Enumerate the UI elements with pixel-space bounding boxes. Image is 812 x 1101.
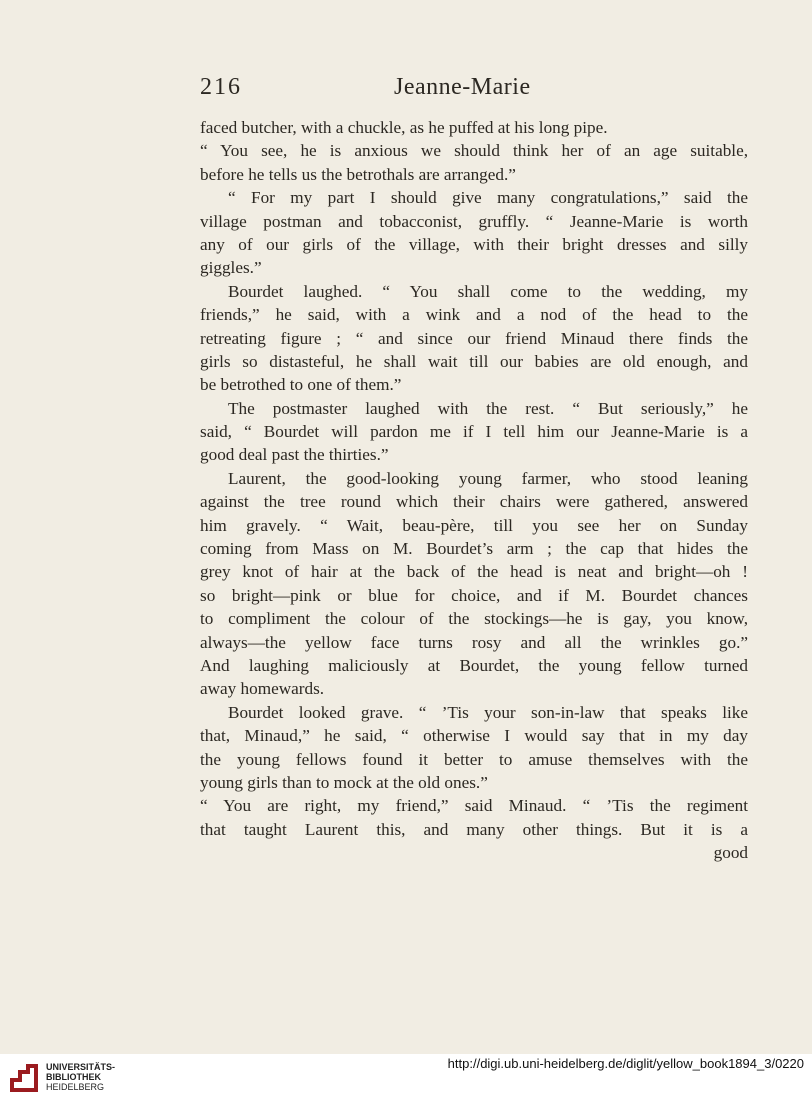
page-header <box>196 74 756 106</box>
text-line: so bright—pink or blue for choice, and if M. Bourdet chances <box>200 585 748 605</box>
text-line: away homewards. <box>200 679 325 699</box>
text-line: friends,” he said, with a wink and a nod of the head to the <box>200 305 748 325</box>
library-name-line: HEIDELBERG <box>46 1082 105 1092</box>
text-line: good deal past the thirties.” <box>200 445 389 465</box>
text-line: Bourdet laughed. “ You shall come to the wedding, my <box>228 281 748 301</box>
library-name <box>46 1062 115 1092</box>
text-line: faced butcher, with a chuckle, as he puffed at his long pipe. <box>200 118 608 137</box>
text-line: grey knot of hair at the back of the head is neat and bright—oh ! <box>200 562 748 582</box>
text-line: always—the yellow face turns rosy and all the wrinkles go.” <box>200 632 748 652</box>
library-name-line: BIBLIOTHEK <box>46 1072 101 1082</box>
text-line: the young fellows found it better to amuse themselves with the <box>200 749 748 769</box>
text-line: that, Minaud,” he said, “ otherwise I would say that in my day <box>200 726 748 746</box>
text-line: village postman and tobacconist, gruffly. “ Jeanne-Marie is worth <box>200 211 748 231</box>
text-line: The postmaster laughed with the rest. “ But seriously,” he <box>228 398 748 418</box>
text-line: said, “ Bourdet will pardon me if I tell him our Jeanne-Marie is a <box>200 422 748 442</box>
text-line: Laurent, the good-looking young farmer, who stood leaning <box>228 468 748 488</box>
text-line: him gravely. “ Wait, beau-père, till you see her on Sunday <box>200 515 748 535</box>
text-line: that taught Laurent this, and many other things. But it is a <box>200 819 748 839</box>
catchword: good <box>713 843 748 863</box>
running-title: Jeanne-Marie <box>394 74 531 100</box>
text-line: Bourdet looked grave. “ ’Tis your son-in-law that speaks like <box>228 702 748 722</box>
text-line: “ You see, he is anxious we should think her of an age suitable, <box>200 141 748 161</box>
text-line: retreating figure ; “ and since our friend Minaud there finds the <box>200 328 748 348</box>
text-line: young girls than to mock at the old ones.” <box>200 772 488 792</box>
text-line: And laughing maliciously at Bourdet, the young fellow turned <box>200 655 748 675</box>
text-line: against the tree round which their chairs were gathered, answered <box>200 492 748 512</box>
text-line: coming from Mass on M. Bourdet’s arm ; the cap that hides the <box>200 539 748 559</box>
text-line: be betrothed to one of them.” <box>200 375 402 395</box>
text-line: before he tells us the betrothals are arranged.” <box>200 164 516 184</box>
library-name-line: UNIVERSITÄTS- <box>46 1062 116 1072</box>
source-url-link[interactable]: http://digi.ub.uni-heidelberg.de/diglit/yellow_book1894_3/0220 <box>447 1056 804 1071</box>
text-line: to compliment the colour of the stockings—he is gay, you know, <box>200 609 748 629</box>
text-line: girls so distasteful, he shall wait till our babies are old enough, and <box>200 351 748 371</box>
body-text <box>200 116 748 865</box>
page-number: 216 <box>200 74 242 100</box>
text-line: “ For my part I should give many congratulations,” said the <box>228 188 748 208</box>
library-logo-icon <box>8 1062 40 1094</box>
text-line: giggles.” <box>200 258 262 278</box>
text-line: “ You are right, my friend,” said Minaud. “ ’Tis the regiment <box>200 796 748 816</box>
text-line: any of our girls of the village, with their bright dresses and silly <box>200 234 748 254</box>
